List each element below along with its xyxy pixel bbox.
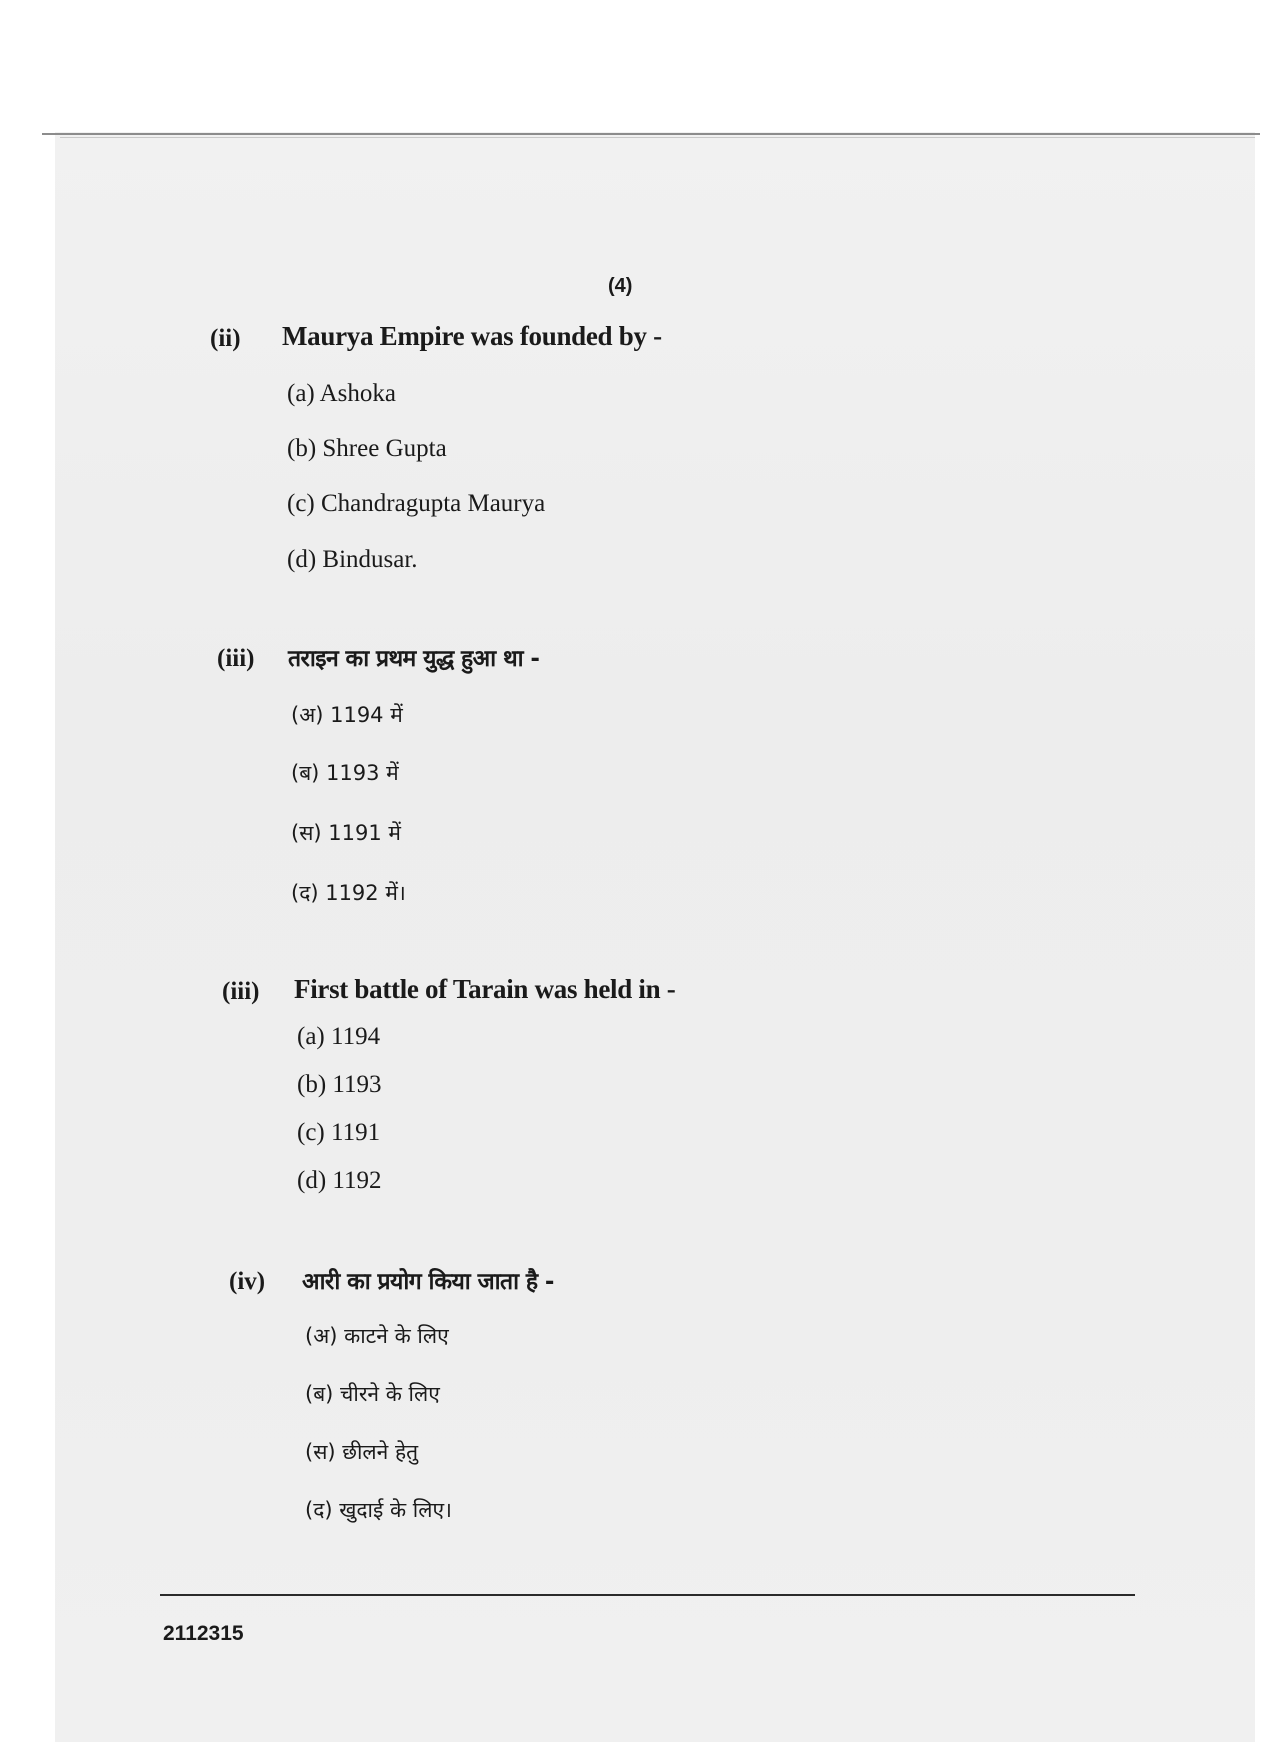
option-b: (ब) चीरने के लिए (305, 1382, 440, 1406)
option-d: (द) खुदाई के लिए। (305, 1498, 453, 1522)
option-a: (a) Ashoka (287, 380, 396, 407)
option-a: (a) 1194 (297, 1023, 381, 1050)
question-number: (iii) (217, 645, 255, 672)
page-top-edge-shadow (60, 137, 1255, 138)
option-c: (स) छीलने हेतु (305, 1440, 419, 1464)
question-text: आरी का प्रयोग किया जाता है - (302, 1269, 554, 1295)
question-text: तराइन का प्रथम युद्ध हुआ था - (288, 646, 540, 672)
page-number: (4) (608, 275, 633, 297)
question-text: Maurya Empire was founded by - (282, 321, 662, 351)
option-a: (अ) काटने के लिए (305, 1324, 449, 1348)
option-b: (ब) 1193 में (291, 761, 399, 785)
option-b: (b) 1193 (297, 1071, 382, 1098)
page-top-edge (42, 133, 1260, 135)
option-a: (अ) 1194 में (291, 703, 403, 727)
footer-divider (160, 1594, 1135, 1596)
question-number: (ii) (210, 325, 241, 352)
option-d: (द) 1192 में। (291, 881, 406, 905)
option-c: (स) 1191 में (291, 821, 401, 845)
paper-code: 2112315 (163, 1622, 244, 1645)
exam-page (55, 132, 1255, 1742)
option-c: (c) Chandragupta Maurya (287, 490, 546, 517)
question-number: (iii) (222, 978, 260, 1005)
option-d: (d) 1192 (297, 1167, 382, 1194)
question-number: (iv) (229, 1268, 266, 1295)
question-text: First battle of Tarain was held in - (294, 974, 676, 1004)
option-b: (b) Shree Gupta (287, 435, 447, 462)
option-c: (c) 1191 (297, 1119, 381, 1146)
option-d: (d) Bindusar. (287, 546, 418, 573)
